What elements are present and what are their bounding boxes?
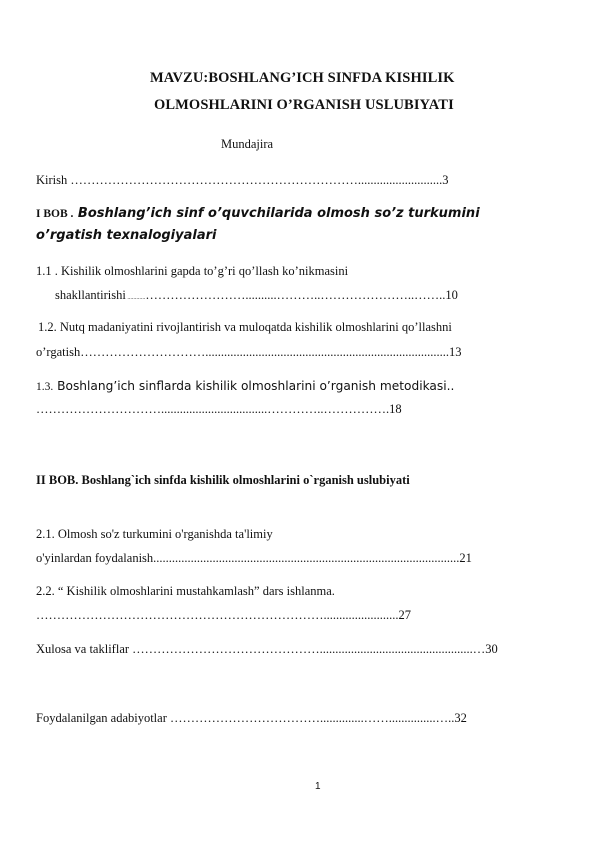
- entry-1-3-title: Boshlang’ich sinflarda kishilik olmoshlarini o’rganish metodikasi..: [53, 379, 455, 393]
- toc-entry-references: Foydalanilgan adabiyotlar ………………………………..............……...............…..32: [36, 711, 467, 725]
- entry-1-3-number: 1.3.: [36, 381, 54, 393]
- toc-entry-2-2-cont: ……………………………………………………………........................27: [36, 608, 411, 622]
- toc-entry-1-2-cont: o’rgatish…………………………..............................................................................13: [36, 345, 462, 359]
- toc-entry-1-1: 1.1 . Kishilik olmoshlarini gapda to’g’ri qo’llash ko’nikmasini: [36, 264, 349, 278]
- document-title-line2: OLMOSHLARINI O’RGANISH USLUBIYATI: [154, 97, 454, 113]
- entry-1-1-dots: ……………………..........………..…………………..……..10: [145, 288, 458, 302]
- toc-entry-intro: Kirish ……………………………………………………………...........................3: [36, 173, 449, 187]
- toc-entry-1-2: 1.2. Nutq madaniyatini rivojlantirish va muloqatda kishilik olmoshlarini qo’llashni: [38, 320, 452, 334]
- entry-1-1-text: shakllantirishi: [55, 288, 126, 302]
- entry-1-1-small-dots: ............: [125, 295, 146, 301]
- toc-entry-2-1-cont: o'yinlardan foydalanish..................................................................................................21: [36, 551, 472, 565]
- toc-entry-2-2: 2.2. “ Kishilik olmoshlarini mustahkamlash” dars ishlanma.: [36, 584, 335, 598]
- toc-chapter-2-heading: II BOB. Boshlang`ich sinfda kishilik olmoshlarini o`rganish uslubiyati: [36, 473, 410, 487]
- chapter-1-title-cont: o’rgatish texnalogiyalari: [36, 228, 217, 243]
- chapter-1-prefix: I BOB .: [36, 208, 74, 220]
- toc-entry-1-3-dots: …………………………..................................…………..…………….18: [36, 402, 402, 416]
- document-title-line1: MAVZU:BOSHLANG’ICH SINFDA KISHILIK: [150, 70, 455, 86]
- toc-entry-1-3: [36, 377, 454, 395]
- contents-heading: Mundajira: [221, 137, 274, 151]
- toc-entry-2-1: 2.1. Olmosh so'z turkumini o'rganishda ta'limiy: [36, 527, 273, 541]
- chapter-1-title: Boshlang’ich sinf o’quvchilarida olmosh so’z turkumini: [73, 206, 480, 221]
- toc-entry-conclusion: Xulosa va takliflar ……………………………………….................................................…30: [36, 642, 498, 656]
- toc-entry-1-1-cont: [55, 288, 458, 303]
- toc-chapter-1-heading: [36, 204, 480, 222]
- page-number: 1: [315, 781, 321, 792]
